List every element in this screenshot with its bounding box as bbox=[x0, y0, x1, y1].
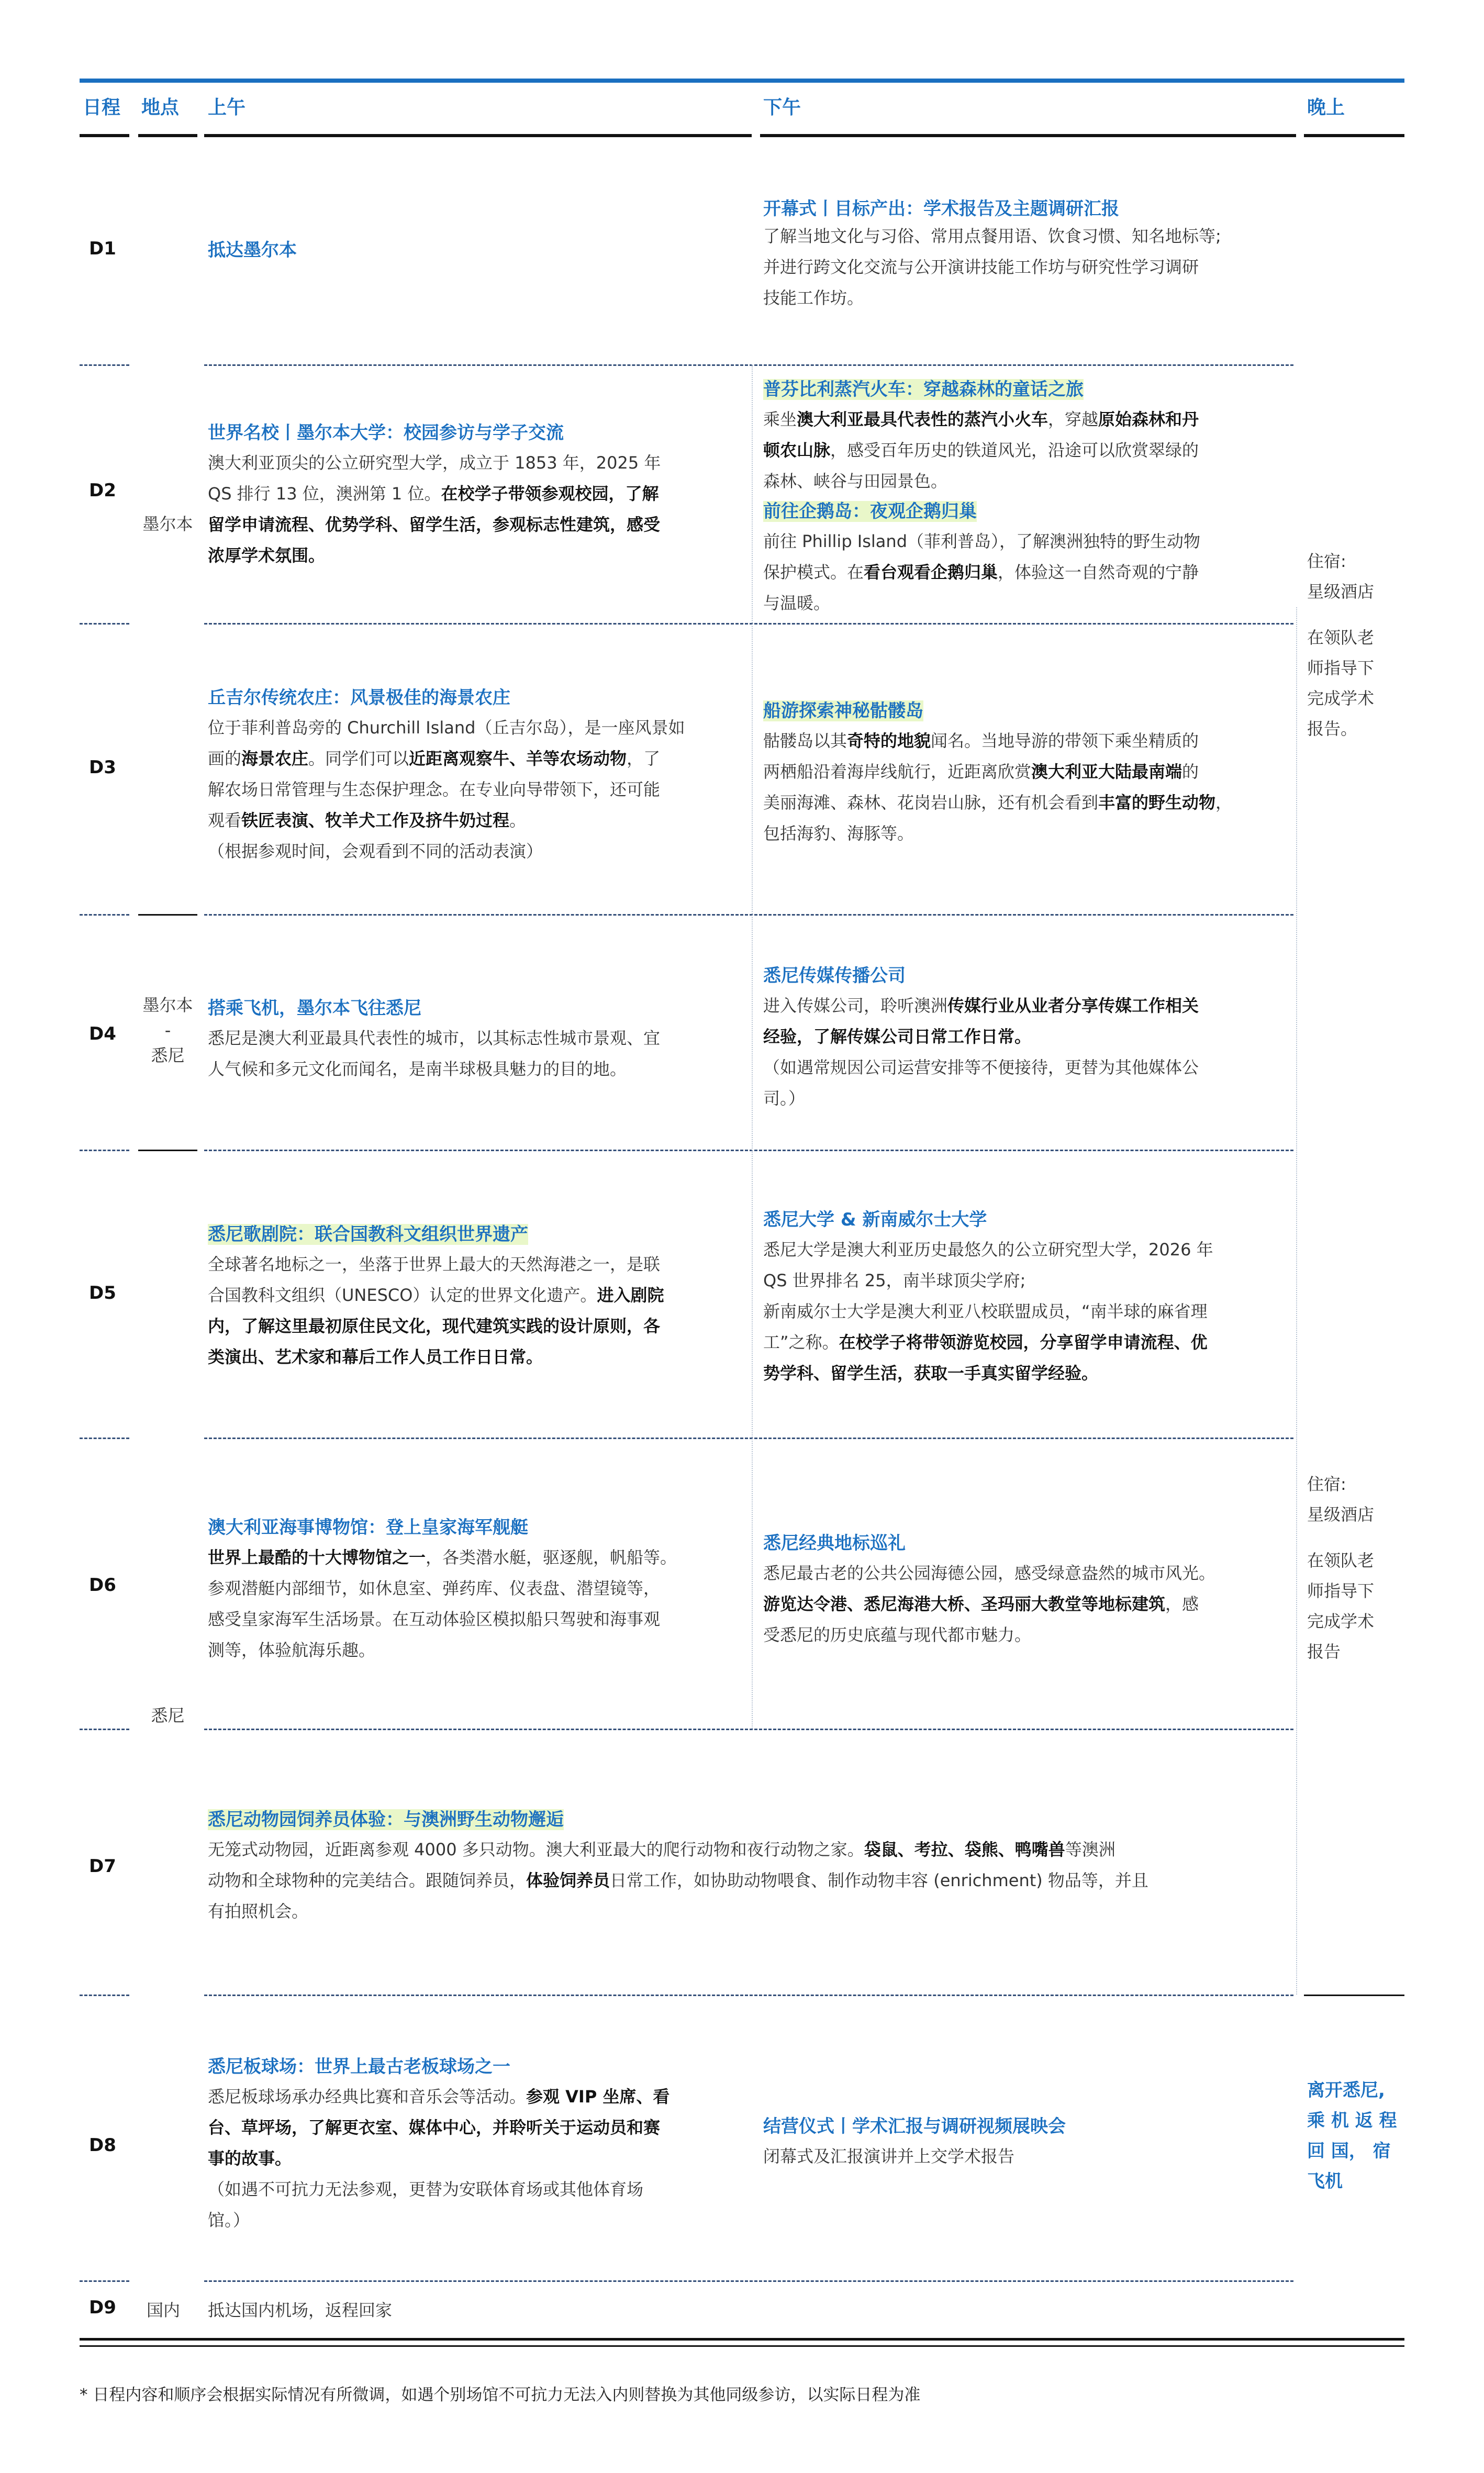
d2-morning: 世界名校丨墨尔本大学：校园参访与学子交流 澳大利亚顶尖的公立研究型大学，成立于 1853 年，2025 年 QS 排行 13 位，澳洲第 1 位。在校学子带领参观校园，了解 留学申请流程、优势学科、留学生活，参观标志性建筑，感受 浓厚学术氛围。 bbox=[208, 422, 661, 565]
d3-afternoon: 船游探索神秘骷髅岛 骷髅岛以其奇特的地貌闻名。当地导游的带领下乘坐精质的 两栖船沿着海岸线航行，近距离欣赏澳大利亚大陆最南端的 美丽海滩、森林、花岗岩山脉，还有机会看到丰富的野生动物， 包括海豹、海豚等。 bbox=[763, 700, 1233, 843]
location-transfer: 墨尔本 - 悉尼 bbox=[142, 995, 193, 1065]
header-rule bbox=[80, 134, 129, 137]
location-divider bbox=[138, 914, 197, 916]
d1-morning: 抵达墨尔本 bbox=[208, 240, 297, 261]
header-evening: 晚上 bbox=[1307, 97, 1345, 118]
d5-afternoon: 悉尼大学 & 新南威尔士大学 悉尼大学是澳大利亚历史最悠久的公立研究型大学，2026 年 QS 世界排名 25，南半球顶尖学府; 新南威尔士大学是澳大利亚八校联盟成员，“南半球的麻省理 工”之称。在校学子将带领游览校园，分享留学申请流程、优 势学科、留学生活，获取一手真实留学经验。 bbox=[763, 1209, 1213, 1383]
header-rule bbox=[204, 134, 752, 137]
row-divider bbox=[80, 1729, 129, 1730]
row-divider bbox=[80, 1438, 129, 1439]
row-divider bbox=[80, 2280, 129, 2282]
header-morning: 上午 bbox=[208, 97, 246, 118]
d1-afternoon-text: 了解当地文化与习俗、常用点餐用语、饮食习惯、知名地标等; 并进行跨文化交流与公开演讲技能工作坊与研究性学习调研 技能工作坊。 bbox=[763, 226, 1221, 308]
day-label: D2 bbox=[89, 480, 116, 501]
header-afternoon: 下午 bbox=[763, 97, 801, 118]
row-divider bbox=[204, 1995, 1293, 1996]
header-rule bbox=[1304, 134, 1404, 137]
d1-afternoon-title: 开幕式丨目标产出：学术报告及主题调研汇报 bbox=[763, 198, 1119, 219]
d4-afternoon: 悉尼传媒传播公司 进入传媒公司，聆听澳洲传媒行业从业者分享传媒工作相关 经验，了解传媒公司日常工作日常。 （如遇常规因公司运营安排等不便接待，更替为其他媒体公 司。） bbox=[763, 965, 1199, 1108]
d9-morning: 抵达国内机场，返程回家 bbox=[208, 2300, 393, 2320]
bottom-rule bbox=[80, 2345, 1404, 2347]
location-sydney: 悉尼 bbox=[151, 1706, 185, 1725]
row-divider bbox=[204, 364, 1293, 366]
day-label: D7 bbox=[89, 1856, 116, 1877]
location-melbourne: 墨尔本 bbox=[142, 514, 193, 534]
day-label: D8 bbox=[89, 2135, 116, 2156]
evening-divider bbox=[1304, 1995, 1404, 1996]
row-divider bbox=[80, 364, 129, 366]
d4-morning: 搭乘飞机，墨尔本飞往悉尼 悉尼是澳大利亚最具代表性的城市，以其标志性城市景观、宜 人气候和多元文化而闻名，是南半球极具魅力的目的地。 bbox=[208, 998, 661, 1079]
header-rule bbox=[760, 134, 1296, 137]
header-rule bbox=[138, 134, 197, 137]
row-divider bbox=[80, 1995, 129, 1996]
d8-afternoon: 结营仪式丨学术汇报与调研视频展映会 闭幕式及汇报演讲并上交学术报告 bbox=[763, 2116, 1066, 2166]
bottom-rule bbox=[80, 2338, 1404, 2341]
day-label: D9 bbox=[89, 2297, 116, 2318]
day-label: D4 bbox=[89, 1023, 116, 1044]
d8-morning: 悉尼板球场：世界上最古老板球场之一 悉尼板球场承办经典比赛和音乐会等活动。参观 VIP 坐席、看 台、草坪场，了解更衣室、媒体中心，并聆听关于运动员和赛 事的故事。 （如遇不可抗力无法参观，更替为安联体育场或其他体育场 馆。） bbox=[208, 2056, 670, 2230]
evening-note-1: 住宿: 星级酒店 在领队老 师指导下 完成学术 报告。 bbox=[1307, 551, 1375, 739]
top-accent-bar bbox=[80, 79, 1404, 83]
row-divider bbox=[204, 1729, 1293, 1730]
row-divider bbox=[80, 1150, 129, 1151]
row-divider bbox=[80, 914, 129, 916]
d7-full-day: 悉尼动物园饲养员体验：与澳洲野生动物邂逅 无笼式动物园，近距离参观 4000 多只动物。澳大利亚最大的爬行动物和夜行动物之家。袋鼠、考拉、袋熊、鸭嘴兽等澳洲 动物和全球物种的完美结合。跟随饲养员，体验饲养员日常工作，如协助动物喂食、制作动物丰容 (enrichment) 物品等，并且 有拍照机会。 bbox=[208, 1809, 1148, 1921]
footnote: * 日程内容和顺序会根据实际情况有所微调，如遇个别场馆不可抗力无法入内则替换为其他同级参访，以实际日程为准 bbox=[80, 2386, 921, 2404]
day-label: D3 bbox=[89, 757, 116, 778]
day-label: D6 bbox=[89, 1575, 116, 1596]
row-divider bbox=[204, 914, 1293, 916]
d8-evening: 离开悉尼, 乘 机 返 程 回 国， 宿 飞机 bbox=[1307, 2080, 1397, 2192]
day-label: D5 bbox=[89, 1283, 116, 1304]
day-label: D1 bbox=[89, 238, 116, 259]
d9-location: 国内 bbox=[147, 2300, 181, 2320]
evening-note-2: 住宿: 星级酒店 在领队老 师指导下 完成学术 报告 bbox=[1307, 1474, 1375, 1662]
header-location: 地点 bbox=[141, 97, 180, 118]
row-divider bbox=[204, 1438, 1293, 1439]
column-divider bbox=[752, 364, 753, 1729]
d6-morning: 澳大利亚海事博物馆：登上皇家海军舰艇 世界上最酷的十大博物馆之一，各类潜水艇，驱逐舰，帆船等。 参观潜艇内部细节，如休息室、弹药库、仪表盘、潜望镜等， 感受皇家海军生活场景。在互动体验区模拟船只驾驶和海事观 测等，体验航海乐趣。 bbox=[208, 1517, 677, 1660]
d5-morning: 悉尼歌剧院：联合国教科文组织世界遗产 全球著名地标之一，坐落于世界上最大的天然海港之一，是联 合国教科文组织（UNESCO）认定的世界文化遗产。进入剧院 内，了解这里最初原住民文化，现代建筑实践的设计原则，各 类演出、艺术家和幕后工作人员工作日日常。 bbox=[208, 1224, 664, 1367]
d3-morning: 丘吉尔传统农庄：风景极佳的海景农庄 位于菲利普岛旁的 Churchill Island（丘吉尔岛），是一座风景如 画的海景农庄。同学们可以近距离观察牛、羊等农场动物，了 解农场日常管理与生态保护理念。在专业向导带领下，还可能 观看铁匠表演、牧羊犬工作及挤牛奶过程。 （根据参观时间，会观看到不同的活动表演） bbox=[208, 687, 685, 861]
row-divider bbox=[80, 623, 129, 625]
row-divider bbox=[204, 1150, 1293, 1151]
row-divider bbox=[204, 623, 1293, 625]
header-day: 日程 bbox=[83, 97, 121, 118]
d6-afternoon: 悉尼经典地标巡礼 悉尼最古老的公共公园海德公园，感受绿意盎然的城市风光。 游览达令港、悉尼海港大桥、圣玛丽大教堂等地标建筑，感 受悉尼的历史底蕴与现代都市魅力。 bbox=[763, 1533, 1216, 1645]
row-divider bbox=[204, 2280, 1293, 2282]
d2-afternoon: 普芬比利蒸汽火车：穿越森林的童话之旅 乘坐澳大利亚最具代表性的蒸汽小火车，穿越原始森林和丹 顿农山脉，感受百年历史的铁道风光，沿途可以欣赏翠绿的 森林、峡谷与田园景色。 前往企鹅岛：夜观企鹅归巢 前往 Phillip Island（菲利普岛），了解澳洲独特的野生动物 保护模式。在看台观看企鹅归巢，体验这一自然奇观的宁静 与温暖。 bbox=[763, 379, 1201, 613]
location-divider bbox=[138, 1150, 197, 1151]
